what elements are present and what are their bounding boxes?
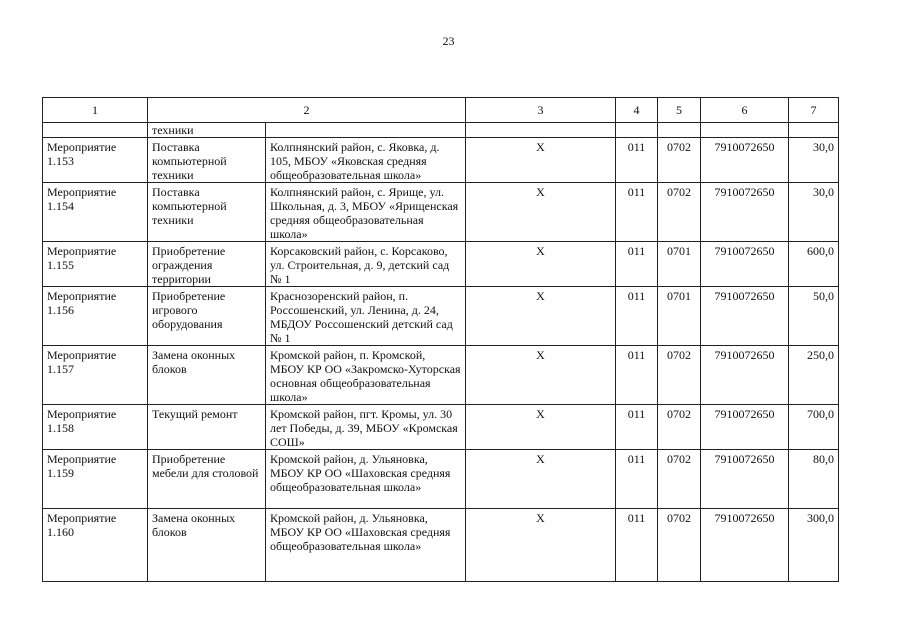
measure-name: Замена оконных блоков [148,509,266,582]
col7-cell: 30,0 [789,138,839,183]
col7-cell: 80,0 [789,450,839,509]
measure-location: Кромской район, д. Ульяновка, МБОУ КР ОО «Шаховская средняя общеобразовательная школа» [266,450,466,509]
col3-cell: Х [466,183,616,242]
measure-name: Поставка компьютерной техники [148,183,266,242]
col6-cell: 7910072650 [701,242,789,287]
col5-cell: 0701 [658,242,701,287]
col6-cell: 7910072650 [701,450,789,509]
measure-id: Мероприятие 1.157 [43,346,148,405]
table-row [43,405,839,450]
col6-cell: 7910072650 [701,346,789,405]
measure-id: Мероприятие 1.155 [43,242,148,287]
col7-cell: 700,0 [789,405,839,450]
header-col-2: 2 [148,98,466,123]
measure-location: Кромской район, д. Ульяновка, МБОУ КР ОО «Шаховская средняя общеобразовательная школа» [266,509,466,582]
cont-cell-3 [466,123,616,138]
measure-location: Кромской район, пгт. Кромы, ул. 30 лет Победы, д. 39, МБОУ «Кромская СОШ» [266,405,466,450]
col3-cell: Х [466,346,616,405]
header-col-6: 6 [701,98,789,123]
cont-cell-2b [266,123,466,138]
col5-cell: 0702 [658,509,701,582]
measure-name: Текущий ремонт [148,405,266,450]
measure-location: Колпнянский район, с. Ярище, ул. Школьная, д. 3, МБОУ «Ярищенская средняя общеобразовательная школа» [266,183,466,242]
col5-cell: 0702 [658,183,701,242]
measure-id: Мероприятие 1.160 [43,509,148,582]
col3-cell: Х [466,450,616,509]
measure-id: Мероприятие 1.153 [43,138,148,183]
table-row [43,450,839,509]
col5-cell: 0701 [658,287,701,346]
table-row [43,287,839,346]
col4-cell: 011 [616,138,658,183]
cont-cell-5 [658,123,701,138]
measure-location: Колпнянский район, с. Яковка, д. 105, МБОУ «Яковская средняя общеобразовательная школа» [266,138,466,183]
col3-cell: Х [466,509,616,582]
cont-cell-7 [789,123,839,138]
cont-cell-2a: техники [148,123,266,138]
col6-cell: 7910072650 [701,183,789,242]
cont-cell-1 [43,123,148,138]
measure-name: Приобретение ограждения территории [148,242,266,287]
col6-cell: 7910072650 [701,138,789,183]
col4-cell: 011 [616,450,658,509]
measure-name: Поставка компьютерной техники [148,138,266,183]
col4-cell: 011 [616,509,658,582]
header-col-7: 7 [789,98,839,123]
measure-name: Замена оконных блоков [148,346,266,405]
col6-cell: 7910072650 [701,287,789,346]
col4-cell: 011 [616,287,658,346]
header-col-1: 1 [43,98,148,123]
table-row [43,242,839,287]
col7-cell: 250,0 [789,346,839,405]
measure-name: Приобретение мебели для столовой [148,450,266,509]
header-col-5: 5 [658,98,701,123]
col6-cell: 7910072650 [701,509,789,582]
table-row [43,138,839,183]
cont-cell-4 [616,123,658,138]
col5-cell: 0702 [658,346,701,405]
col3-cell: Х [466,287,616,346]
col3-cell: Х [466,405,616,450]
measure-id: Мероприятие 1.156 [43,287,148,346]
col6-cell: 7910072650 [701,405,789,450]
header-col-4: 4 [616,98,658,123]
measure-location: Корсаковский район, с. Корсаково, ул. Строительная, д. 9, детский сад № 1 [266,242,466,287]
col4-cell: 011 [616,405,658,450]
col7-cell: 50,0 [789,287,839,346]
page-number: 23 [442,34,455,48]
col5-cell: 0702 [658,138,701,183]
table-row [43,183,839,242]
cont-cell-6 [701,123,789,138]
continuation-row [43,123,839,138]
measure-id: Мероприятие 1.159 [43,450,148,509]
table-row [43,346,839,405]
col4-cell: 011 [616,242,658,287]
col4-cell: 011 [616,346,658,405]
table-row [43,509,839,582]
measure-id: Мероприятие 1.158 [43,405,148,450]
col7-cell: 300,0 [789,509,839,582]
col7-cell: 600,0 [789,242,839,287]
measure-location: Кромской район, п. Кромской, МБОУ КР ОО «Закромско-Хуторская основная общеобразовательная школа» [266,346,466,405]
budget-measures-table [42,97,839,582]
measure-id: Мероприятие 1.154 [43,183,148,242]
measure-name: Приобретение игрового оборудования [148,287,266,346]
col3-cell: Х [466,138,616,183]
col4-cell: 011 [616,183,658,242]
header-row [43,98,839,123]
col5-cell: 0702 [658,405,701,450]
header-col-3: 3 [466,98,616,123]
col7-cell: 30,0 [789,183,839,242]
col3-cell: Х [466,242,616,287]
col5-cell: 0702 [658,450,701,509]
measure-location: Краснозоренский район, п. Россошенский, ул. Ленина, д. 24, МБДОУ Россошенский детский сад № 1 [266,287,466,346]
